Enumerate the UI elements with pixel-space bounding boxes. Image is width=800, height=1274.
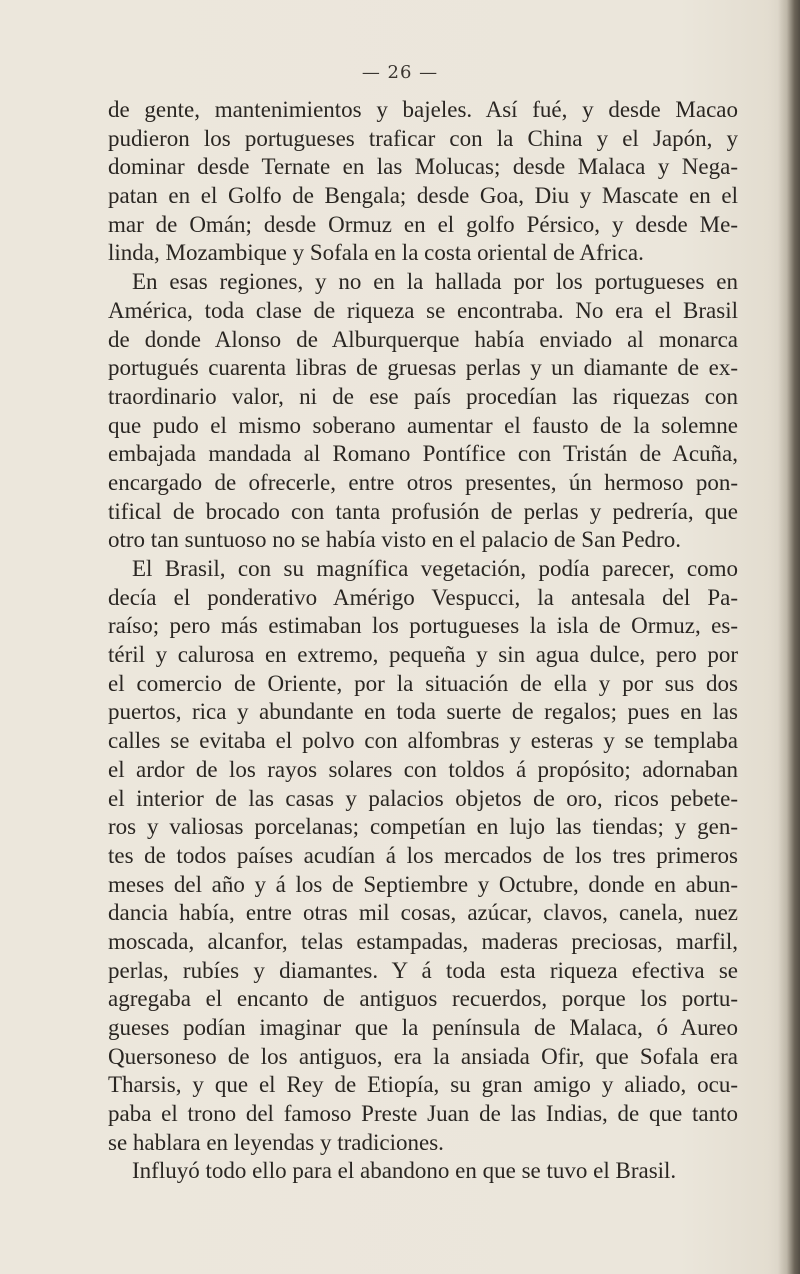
text-line: patan en el Golfo de Bengala; desde Goa, Diu y Mascate en el bbox=[108, 183, 738, 209]
text-line: moscada, alcanfor, telas estampadas, maderas preciosas, marfil, bbox=[108, 928, 738, 954]
text-line: perlas, rubíes y diamantes. Y á toda esta riqueza efectiva se bbox=[108, 957, 738, 983]
text-line: traordinario valor, ni de ese país procedían las riquezas con bbox=[108, 383, 738, 409]
text-line: raíso; pero más estimaban los portugueses la isla de Ormuz, es- bbox=[108, 613, 738, 639]
paragraph-3 bbox=[108, 555, 738, 1157]
paragraph-1 bbox=[108, 96, 738, 268]
text-line: el interior de las casas y palacios objetos de oro, ricos pebete- bbox=[108, 785, 738, 811]
text-line: de gente, mantenimientos y bajeles. Así fué, y desde Macao bbox=[108, 97, 738, 122]
text-line: América, toda clase de riqueza se encontraba. No era el Brasil bbox=[108, 297, 738, 323]
text-line: téril y calurosa en extremo, pequeña y sin agua dulce, pero por bbox=[108, 642, 738, 668]
text-line: tifical de brocado con tanta profusión de perlas y pedrería, que bbox=[108, 498, 738, 524]
page-number: — 26 — bbox=[361, 62, 439, 83]
text-line: gueses podían imaginar que la península de Malaca, ó Aureo bbox=[108, 1015, 738, 1040]
page-binding-edge bbox=[778, 0, 800, 1274]
text-line: Influyó todo ello para el abandono en que se tuvo el Brasil. bbox=[132, 1158, 677, 1184]
text-line: embajada mandada al Romano Pontífice con Tristán de Acuña, bbox=[108, 441, 738, 467]
text-line: calles se evitaba el polvo con alfombras y esteras y se templaba bbox=[108, 728, 738, 754]
text-line: El Brasil, con su magnífica vegetación, podía parecer, como bbox=[132, 556, 738, 581]
text-line: que pudo el mismo soberano aumentar el fausto de la solemne bbox=[108, 412, 738, 438]
text-line: dancia había, entre otras mil cosas, azúcar, clavos, canela, nuez bbox=[108, 900, 738, 926]
text-line: se hablara en leyendas y tradiciones. bbox=[108, 1129, 444, 1155]
text-line: decía el ponderativo Amérigo Vespucci, la antesala del Pa- bbox=[108, 584, 738, 610]
text-line: En esas regiones, y no en la hallada por los portugueses en bbox=[132, 269, 738, 295]
text-line: meses del año y á los de Septiembre y Octubre, donde en abun- bbox=[108, 871, 738, 897]
text-line: mar de Omán; desde Ormuz en el golfo Pérsico, y desde Me- bbox=[108, 211, 738, 237]
text-line: Quersoneso de los antiguos, era la ansiada Ofir, que Sofala era bbox=[108, 1043, 738, 1069]
text-line: de donde Alonso de Alburquerque había enviado al monarca bbox=[108, 326, 738, 352]
text-line: paba el trono del famoso Preste Juan de las Indias, de que tanto bbox=[108, 1101, 738, 1127]
text-line: dominar desde Ternate en las Molucas; desde Malaca y Nega- bbox=[108, 154, 738, 180]
text-line: puertos, rica y abundante en toda suerte de regalos; pues en las bbox=[108, 699, 738, 725]
text-line: tes de todos países acudían á los mercados de los tres primeros bbox=[108, 842, 738, 868]
text-line: el comercio de Oriente, por la situación de ella y por sus dos bbox=[108, 670, 738, 696]
text-line: otro tan suntuoso no se había visto en el palacio de San Pedro. bbox=[108, 527, 681, 553]
text-line: agregaba el encanto de antiguos recuerdos, porque los portu- bbox=[108, 986, 738, 1012]
body-text bbox=[108, 96, 738, 1186]
text-line: ros y valiosas porcelanas; competían en lujo las tiendas; y gen- bbox=[108, 814, 738, 840]
text-line: el ardor de los rayos solares con toldos á propósito; adornaban bbox=[108, 756, 738, 782]
paragraph-2 bbox=[108, 268, 738, 555]
text-line: portugués cuarenta libras de gruesas perlas y un diamante de ex- bbox=[108, 355, 738, 381]
text-line: linda, Mozambique y Sofala en la costa oriental de Africa. bbox=[108, 240, 644, 266]
text-line: encargado de ofrecerle, entre otros presentes, ún hermoso pon- bbox=[108, 469, 738, 495]
text-line: pudieron los portugueses traficar con la China y el Japón, y bbox=[108, 125, 738, 151]
text-line: Tharsis, y que el Rey de Etiopía, su gran amigo y aliado, ocu- bbox=[108, 1072, 738, 1098]
paragraph-4 bbox=[108, 1157, 738, 1186]
